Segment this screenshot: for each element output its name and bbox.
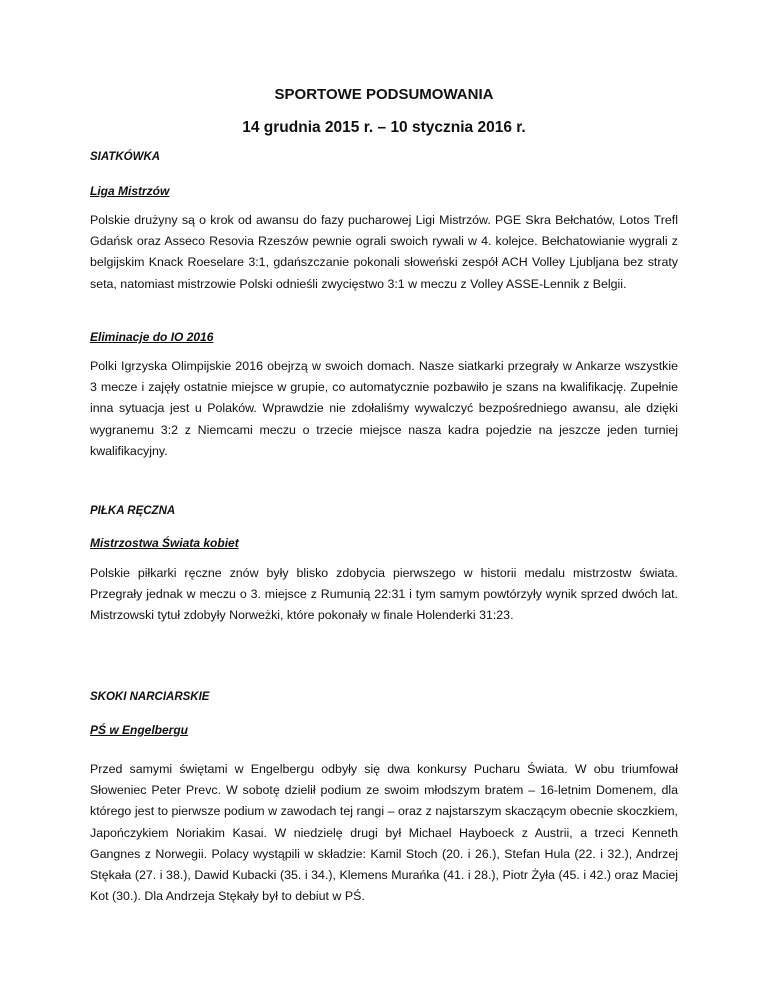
section-heading-pilka-reczna: PIŁKA RĘCZNA [90,505,176,517]
subheading-eliminacje-io: Eliminacje do IO 2016 [90,330,214,344]
document-title: SPORTOWE PODSUMOWANIA [274,86,494,103]
subheading-mistrzostwa-swiata: Mistrzostwa Świata kobiet [90,536,239,550]
section-heading-skoki: SKOKI NARCIARSKIE [90,691,210,703]
subheading-ps-engelberg: PŚ w Engelbergu [90,723,189,737]
section-heading-siatkowka: SIATKÓWKA [90,151,161,163]
paragraph-ps-engelberg: Przed samymi świętami w Engelbergu odbyły się dwa konkursy Pucharu Świata. W obu triumfował Słoweniec Peter Prevc. W sobotę dzielił podium ze swoim młodszym bratem – 16-letnim Domenem, dla którego jest to pierwsze podium w zawodach tej rangi – oraz z najstarszym skaczącym obecnie skoczkiem, Japończykiem Noriakim Kasai. W niedzielę drugi był Michael Hayboeck z Austrii, a trzeci Kenneth Gangnes z Norwegii. Polacy wystąpili w składzie: Kamil Stoch (20. i 26.), Stefan Hula (22. i 32.), Andrzej Stękała (27. i 38.), Dawid Kubacki (35. i 34.), Klemens Murańka (41. i 28.), Piotr Żyła (45. i 42.) oraz Maciej Kot (30.). Dla Andrzeja Stękały był to debiut w PŚ. [90,762,678,904]
paragraph-mistrzostwa-swiata: Polskie piłkarki ręczne znów były blisko zdobycia pierwszego w historii medalu mistrzostw świata. Przegrały jednak w meczu o 3. miejsce z Rumunią 22:31 i tym samym powtórzyły wynik sprzed dwóch lat. Mistrzowski tytuł zdobyły Norweżki, które pokonały w finale Holenderki 31:23. [90,566,678,623]
subheading-liga-mistrzow: Liga Mistrzów [90,184,170,198]
paragraph-eliminacje-io: Polki Igrzyska Olimpijskie 2016 obejrzą w swoich domach. Nasze siatkarki przegrały w Ankarze wszystkie 3 mecze i zajęły ostatnie miejsce w grupie, co automatycznie pozbawiło je szans na kwalifikację. Zupełnie inna sytuacja jest u Polaków. Wprawdzie nie zdołaliśmy wywalczyć bezpośredniego awansu, ale dzięki wygranemu 3:2 z Niemcami meczu o trzecie miejsce nasza kadra pojedzie na jeszcze jeden turniej kwalifikacyjny. [90,359,678,458]
paragraph-liga-mistrzow: Polskie drużyny są o krok od awansu do fazy pucharowej Ligi Mistrzów. PGE Skra Bełchatów, Lotos Trefl Gdańsk oraz Asseco Resovia Rzeszów pewnie ograli swoich rywali w 4. kolejce. Bełchatowianie wygrali z belgijskim Knack Roeselare 3:1, gdańszczanie pokonali słoweński zespół ACH Volley Ljubljana bez straty seta, natomiast mistrzowie Polski odnieśli zwycięstwo 3:1 w meczu z Volley ASSE-Lennik z Belgii. [90,213,678,291]
date-range: 14 grudnia 2015 r. – 10 stycznia 2016 r. [242,119,526,136]
